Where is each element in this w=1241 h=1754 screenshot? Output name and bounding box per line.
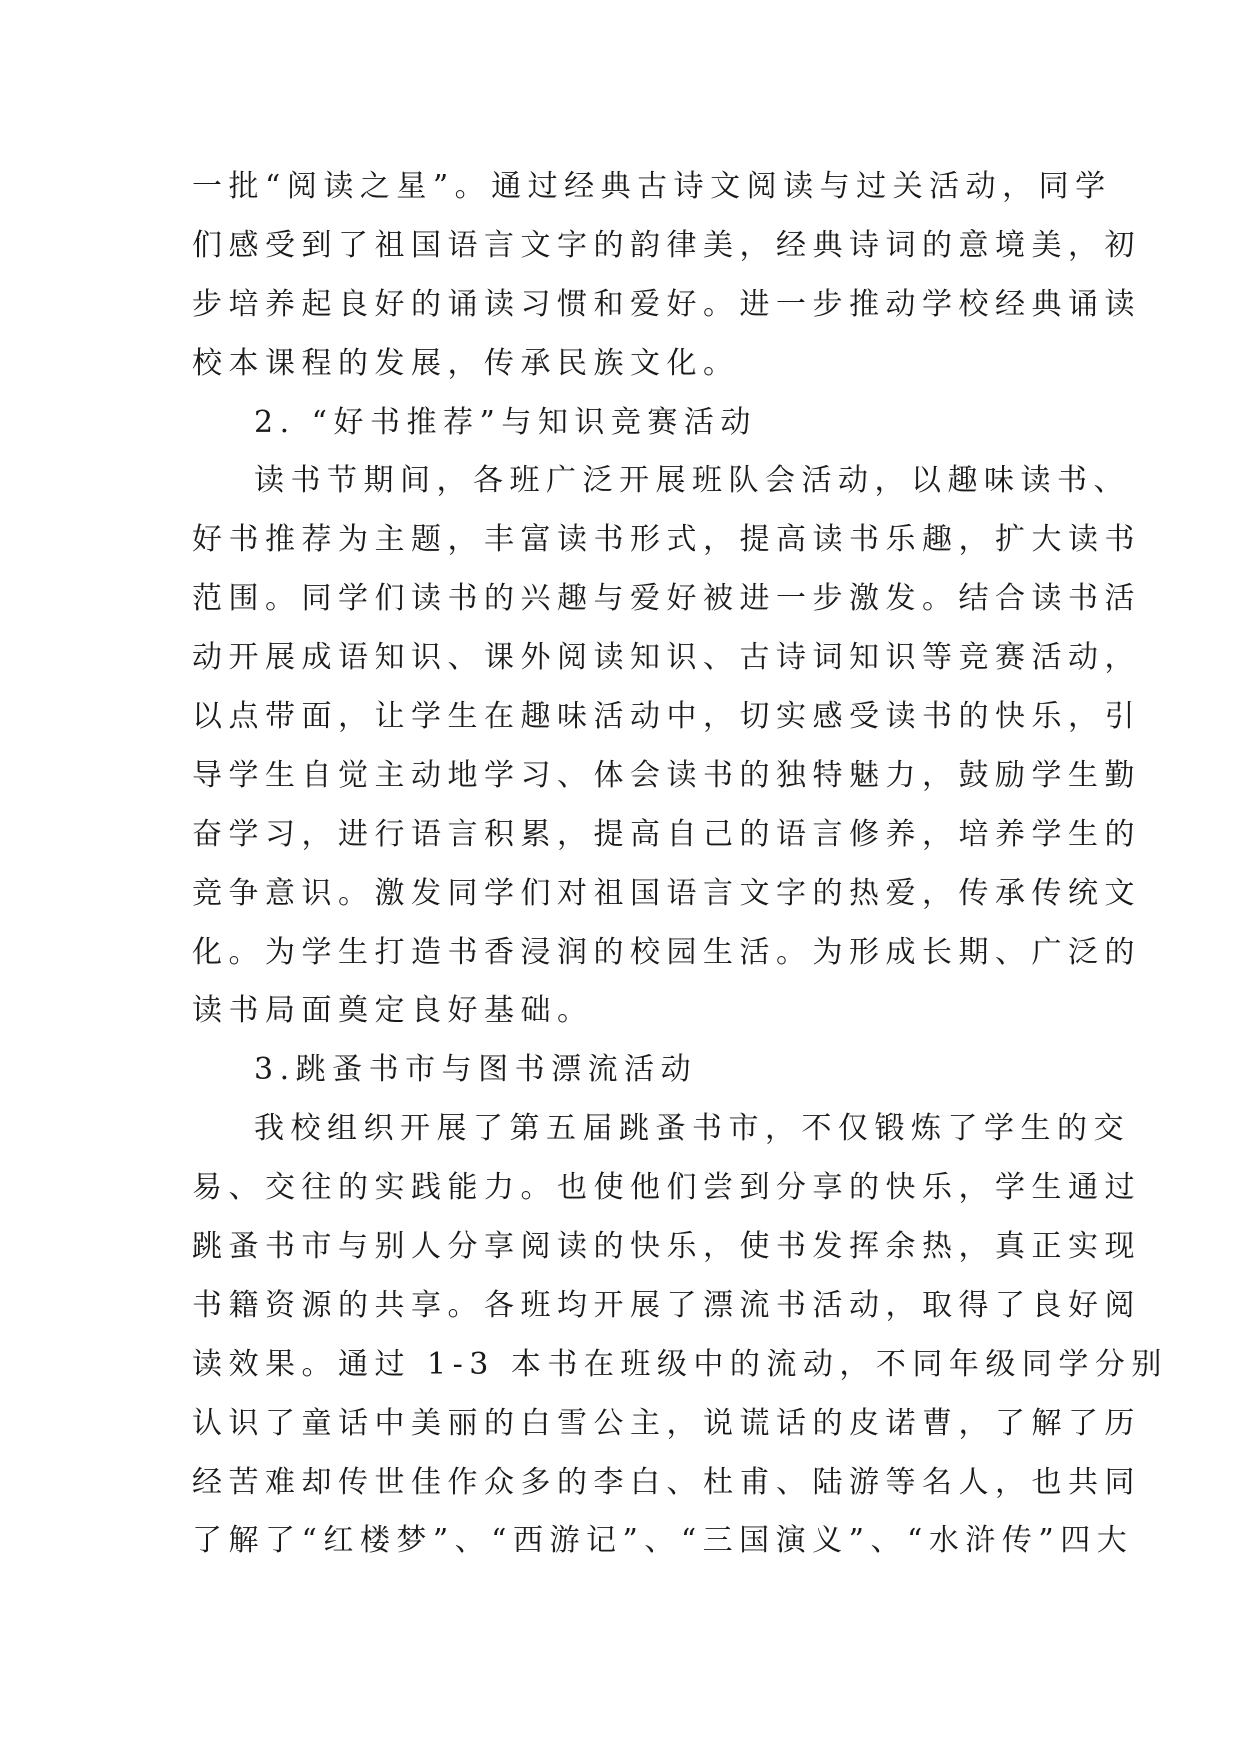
body-line: 易、交往的实践能力。也使他们尝到分享的快乐，学生通过 <box>192 1170 1141 1206</box>
body-line: 跳蚤书市与别人分享阅读的快乐，使书发挥余热，真正实现 <box>192 1229 1141 1265</box>
body-line: 读书局面奠定良好基础。 <box>192 993 594 1029</box>
body-line: 奋学习，进行语言积累，提高自己的语言修养，培养学生的 <box>192 816 1141 852</box>
paragraph-first-line: 我校组织开展了第五届跳蚤书市，不仅锻炼了学生的交 <box>254 1111 1130 1147</box>
body-line: 以点带面，让学生在趣味活动中，切实感受读书的快乐，引 <box>192 699 1141 735</box>
section-heading: 2. “好书推荐”与知识竞赛活动 <box>254 404 757 440</box>
body-line: 了解了“红楼梦”、“西游记”、“三国演义”、“水浒传”四大 <box>192 1523 1134 1559</box>
body-line: 们感受到了祖国语言文字的韵律美，经典诗词的意境美，初 <box>192 227 1141 263</box>
paragraph-first-line: 读书节期间，各班广泛开展班队会活动，以趣味读书、 <box>254 463 1130 499</box>
document-body <box>192 158 1168 1571</box>
body-line: 动开展成语知识、课外阅读知识、古诗词知识等竞赛活动， <box>192 640 1141 676</box>
body-line: 导学生自觉主动地学习、体会读书的独特魅力，鼓励学生勤 <box>192 757 1141 793</box>
body-line: 认识了童话中美丽的白雪公主，说谎话的皮诺曹，了解了历 <box>192 1405 1141 1441</box>
body-line: 竞争意识。激发同学们对祖国语言文字的热爱，传承传统文 <box>192 875 1141 911</box>
body-line: 步培养起良好的诵读习惯和爱好。进一步推动学校经典诵读 <box>192 286 1141 322</box>
body-line: 校本课程的发展，传承民族文化。 <box>192 345 740 381</box>
body-line: 一批“阅读之星”。通过经典古诗文阅读与过关活动，同学 <box>192 169 1112 204</box>
body-line: 经苦难却传世佳作众多的李白、杜甫、陆游等名人，也共同 <box>192 1464 1141 1500</box>
section-heading: 3.跳蚤书市与图书漂流活动 <box>254 1052 698 1088</box>
body-line: 范围。同学们读书的兴趣与爱好被进一步激发。结合读书活 <box>192 581 1141 617</box>
body-line: 书籍资源的共享。各班均开展了漂流书活动，取得了良好阅 <box>192 1287 1141 1323</box>
body-line: 好书推荐为主题，丰富读书形式，提高读书乐趣，扩大读书 <box>192 522 1141 558</box>
body-line: 化。为学生打造书香浸润的校园生活。为形成长期、广泛的 <box>192 934 1141 970</box>
body-line: 读效果。通过 1-3 本书在班级中的流动，不同年级同学分别 <box>192 1346 1168 1382</box>
